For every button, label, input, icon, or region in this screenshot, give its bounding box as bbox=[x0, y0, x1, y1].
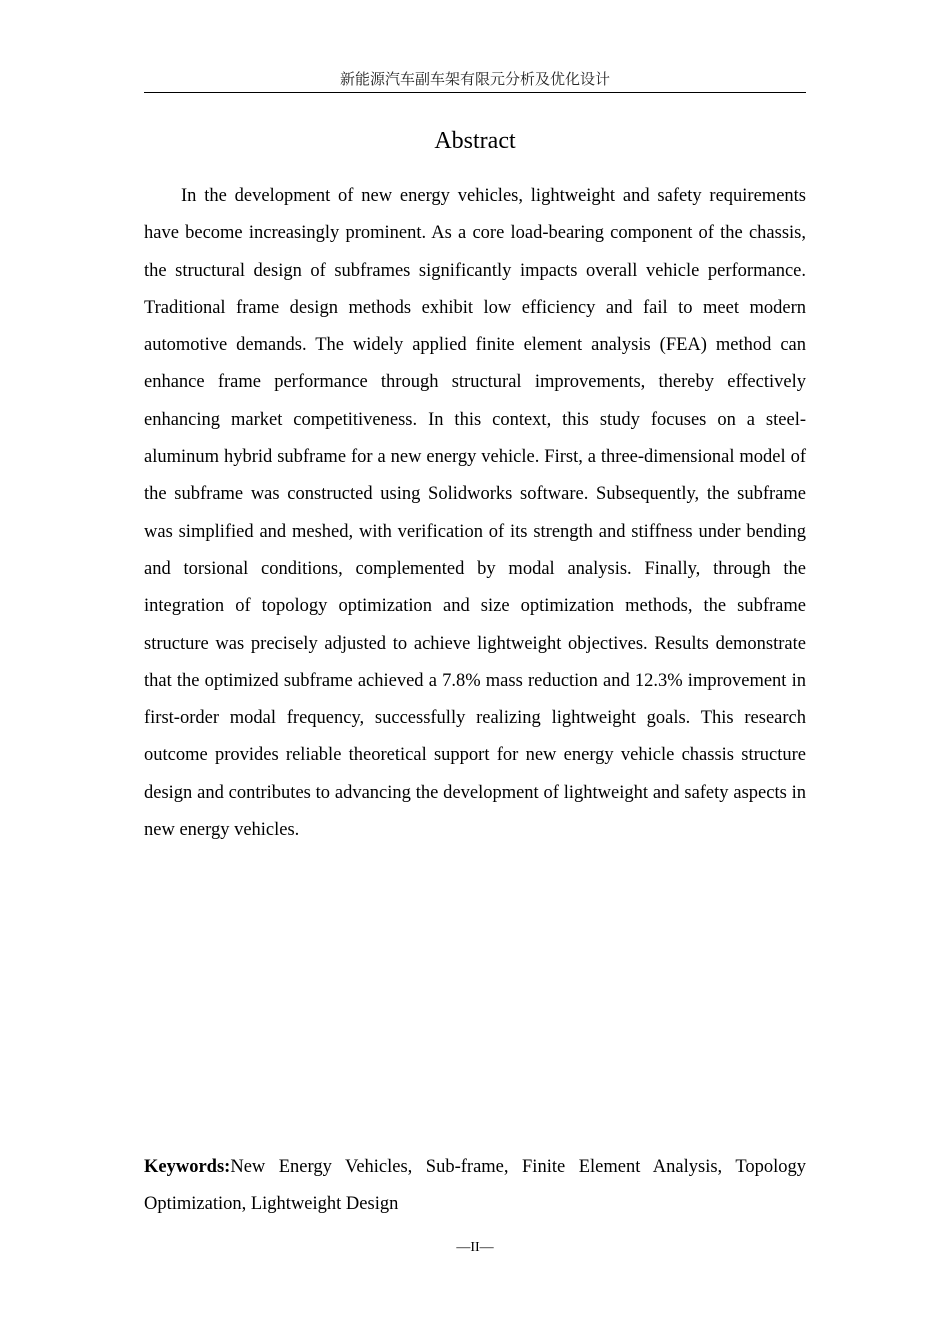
keywords-label: Keywords: bbox=[144, 1157, 231, 1177]
page-number: —II— bbox=[456, 1240, 494, 1255]
abstract-title: Abstract bbox=[434, 128, 516, 154]
header-divider bbox=[144, 92, 806, 93]
keywords-paragraph bbox=[144, 1149, 806, 1224]
abstract-body: In the development of new energy vehicles, lightweight and safety requirements have become increasingly prominent. As a core load-bearing component of the chassis, the structural design of subframes significantly impacts overall vehicle performance. Traditional frame design methods exhibit low efficiency and fail to meet modern automotive demands. The widely applied finite element analysis (FEA) method can enhance frame performance through structural improvements, thereby effectively enhancing market competitiveness. In this context, this study focuses on a steel-aluminum hybrid subframe for a new energy vehicle. First, a three-dimensional model of the subframe was constructed using Solidworks software. Subsequently, the subframe was simplified and meshed, with verification of its strength and stiffness under bending and torsional conditions, complemented by modal analysis. Finally, through the integration of topology optimization and size optimization methods, the subframe structure was precisely adjusted to achieve lightweight objectives. Results demonstrate that the optimized subframe achieved a 7.8% mass reduction and 12.3% improvement in first-order modal frequency, successfully realizing lightweight goals. This research outcome provides reliable theoretical support for new energy vehicle chassis structure design and contributes to advancing the development of lightweight and safety aspects in new energy vehicles. bbox=[144, 186, 806, 841]
keywords-text: New Energy Vehicles, Sub-frame, Finite Element Analysis, Topology Optimization, Lightweight Design bbox=[144, 1157, 806, 1215]
running-header-title: 新能源汽车副车架有限元分析及优化设计 bbox=[339, 70, 610, 88]
